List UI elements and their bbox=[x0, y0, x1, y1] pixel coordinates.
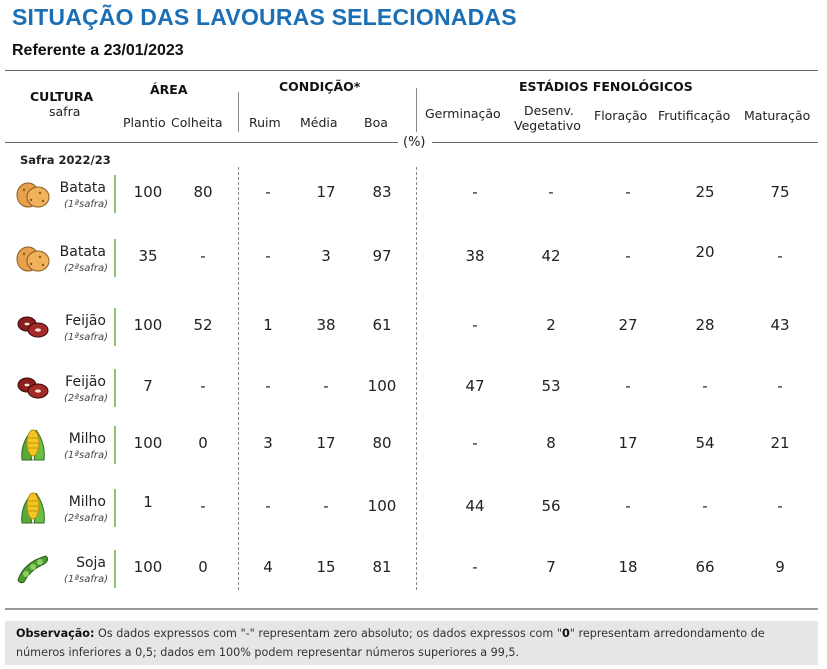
cell-ruim: - bbox=[265, 497, 271, 515]
cell-floracao: - bbox=[625, 497, 631, 515]
bean-icon bbox=[14, 308, 52, 344]
crop-name: Batata bbox=[59, 180, 106, 196]
row-accent-bar bbox=[114, 426, 116, 464]
cell-desenv-vegetativo: 53 bbox=[541, 377, 561, 395]
cell-boa: 97 bbox=[372, 247, 392, 265]
cell-germinacao: - bbox=[472, 183, 478, 201]
crop-name: Soja bbox=[76, 555, 106, 571]
header-floracao: Floração bbox=[594, 108, 648, 123]
cell-floracao: 18 bbox=[618, 558, 638, 576]
cell-maturacao: 21 bbox=[770, 434, 790, 452]
header-germinacao: Germinação bbox=[425, 106, 501, 121]
cell-boa: 80 bbox=[372, 434, 392, 452]
header-colheita: Colheita bbox=[171, 115, 223, 130]
cell-frutificacao: 54 bbox=[695, 434, 715, 452]
crop-season: (1ªsafra) bbox=[64, 574, 108, 585]
bottom-rule bbox=[5, 608, 818, 610]
header-maturacao: Maturação bbox=[744, 108, 811, 123]
cell-colheita: - bbox=[200, 377, 206, 395]
top-rule bbox=[5, 70, 818, 71]
observation-text-2: " representam arredondamento de números inferiores a 0,5; dados em 100% podem representar números superiores a 99,5. bbox=[16, 627, 765, 659]
crop-name: Batata bbox=[59, 244, 106, 260]
observation-zero: 0 bbox=[561, 627, 570, 640]
cell-plantio: 100 bbox=[133, 183, 163, 201]
header-estadios: ESTÁDIOS FENOLÓGICOS bbox=[519, 79, 693, 94]
row-accent-bar bbox=[114, 308, 116, 346]
cell-maturacao: 9 bbox=[775, 558, 785, 576]
row-accent-bar bbox=[114, 175, 116, 213]
crop-season: (1ªsafra) bbox=[64, 332, 108, 343]
cell-floracao: - bbox=[625, 247, 631, 265]
header-media: Média bbox=[300, 115, 338, 130]
corn-icon bbox=[14, 426, 52, 462]
cell-germinacao: 38 bbox=[465, 247, 485, 265]
cell-colheita: 0 bbox=[198, 558, 208, 576]
cell-germinacao: - bbox=[472, 316, 478, 334]
cell-desenv-vegetativo: 56 bbox=[541, 497, 561, 515]
header-separator bbox=[416, 88, 417, 132]
cell-plantio: 7 bbox=[143, 377, 153, 395]
row-accent-bar bbox=[114, 239, 116, 277]
header-ruim: Ruim bbox=[249, 115, 281, 130]
cell-frutificacao: 66 bbox=[695, 558, 715, 576]
cell-media: - bbox=[323, 377, 329, 395]
header-desenv: Desenv. bbox=[524, 103, 574, 118]
crop-name: Feijão bbox=[65, 374, 106, 390]
cell-maturacao: 75 bbox=[770, 183, 790, 201]
cell-colheita: - bbox=[200, 247, 206, 265]
header-plantio: Plantio bbox=[123, 115, 166, 130]
page-subtitle: Referente a 23/01/2023 bbox=[12, 42, 184, 59]
bean-icon bbox=[14, 369, 52, 405]
header-vegetativo: Vegetativo bbox=[514, 118, 581, 133]
cell-floracao: - bbox=[625, 183, 631, 201]
cell-floracao: - bbox=[625, 377, 631, 395]
crop-name: Milho bbox=[68, 431, 106, 447]
cell-boa: 100 bbox=[367, 377, 397, 395]
column-separator bbox=[416, 167, 417, 590]
cell-ruim: 1 bbox=[263, 316, 273, 334]
header-area: ÁREA bbox=[150, 82, 188, 97]
cell-plantio: 100 bbox=[133, 558, 163, 576]
cell-colheita: 80 bbox=[193, 183, 213, 201]
cell-floracao: 27 bbox=[618, 316, 638, 334]
cell-media: 17 bbox=[316, 434, 336, 452]
cell-plantio: 100 bbox=[133, 316, 163, 334]
safra-label: Safra 2022/23 bbox=[20, 153, 111, 167]
cell-media: - bbox=[323, 497, 329, 515]
crop-season: (2ªsafra) bbox=[64, 393, 108, 404]
cell-frutificacao: - bbox=[702, 377, 708, 395]
header-rule-right bbox=[432, 142, 818, 143]
cell-media: 15 bbox=[316, 558, 336, 576]
cell-plantio: 100 bbox=[133, 434, 163, 452]
cell-germinacao: 44 bbox=[465, 497, 485, 515]
cell-maturacao: 43 bbox=[770, 316, 790, 334]
header-safra: safra bbox=[49, 104, 81, 119]
page-title: SITUAÇÃO DAS LAVOURAS SELECIONADAS bbox=[12, 4, 517, 30]
cell-floracao: 17 bbox=[618, 434, 638, 452]
cell-maturacao: - bbox=[777, 247, 783, 265]
header-rule-left bbox=[5, 142, 398, 143]
cell-plantio: 35 bbox=[138, 247, 158, 265]
cell-media: 3 bbox=[321, 247, 331, 265]
crop-season: (2ªsafra) bbox=[64, 263, 108, 274]
crop-season: (2ªsafra) bbox=[64, 513, 108, 524]
header-condicao: CONDIÇÃO* bbox=[279, 79, 361, 94]
cell-media: 38 bbox=[316, 316, 336, 334]
header-separator bbox=[238, 92, 239, 132]
cell-ruim: - bbox=[265, 247, 271, 265]
cell-desenv-vegetativo: 8 bbox=[546, 434, 556, 452]
header-boa: Boa bbox=[364, 115, 388, 130]
potato-icon bbox=[14, 175, 52, 211]
observation-text-1: Os dados expressos com "-" representam zero absoluto; os dados expressos com " bbox=[94, 627, 562, 640]
column-separator bbox=[238, 167, 239, 590]
cell-germinacao: - bbox=[472, 434, 478, 452]
cell-colheita: 52 bbox=[193, 316, 213, 334]
cell-boa: 61 bbox=[372, 316, 392, 334]
row-accent-bar bbox=[114, 369, 116, 407]
cell-colheita: - bbox=[200, 497, 206, 515]
row-accent-bar bbox=[114, 550, 116, 588]
cell-ruim: - bbox=[265, 183, 271, 201]
cell-desenv-vegetativo: 42 bbox=[541, 247, 561, 265]
cell-maturacao: - bbox=[777, 377, 783, 395]
cell-ruim: - bbox=[265, 377, 271, 395]
header-unit: (%) bbox=[403, 135, 426, 150]
cell-ruim: 4 bbox=[263, 558, 273, 576]
potato-icon bbox=[14, 239, 52, 275]
cell-desenv-vegetativo: - bbox=[548, 183, 554, 201]
crop-name: Milho bbox=[68, 494, 106, 510]
cell-colheita: 0 bbox=[198, 434, 208, 452]
cell-plantio: 1 bbox=[143, 493, 153, 511]
crop-name: Feijão bbox=[65, 313, 106, 329]
corn-icon bbox=[14, 489, 52, 525]
cell-desenv-vegetativo: 7 bbox=[546, 558, 556, 576]
header-cultura: CULTURA bbox=[30, 89, 94, 104]
cell-ruim: 3 bbox=[263, 434, 273, 452]
cell-frutificacao: - bbox=[702, 497, 708, 515]
soybean-icon bbox=[14, 550, 52, 586]
cell-boa: 81 bbox=[372, 558, 392, 576]
cell-germinacao: 47 bbox=[465, 377, 485, 395]
cell-maturacao: - bbox=[777, 497, 783, 515]
cell-frutificacao: 20 bbox=[695, 243, 715, 261]
cell-desenv-vegetativo: 2 bbox=[546, 316, 556, 334]
header-frutificacao: Frutificação bbox=[658, 108, 731, 123]
cell-media: 17 bbox=[316, 183, 336, 201]
observation-label: Observação: bbox=[16, 627, 95, 640]
cell-frutificacao: 25 bbox=[695, 183, 715, 201]
cell-germinacao: - bbox=[472, 558, 478, 576]
cell-boa: 100 bbox=[367, 497, 397, 515]
row-accent-bar bbox=[114, 489, 116, 527]
crop-season: (1ªsafra) bbox=[64, 199, 108, 210]
cell-frutificacao: 28 bbox=[695, 316, 715, 334]
observation-text bbox=[16, 624, 812, 662]
crop-season: (1ªsafra) bbox=[64, 450, 108, 461]
cell-boa: 83 bbox=[372, 183, 392, 201]
